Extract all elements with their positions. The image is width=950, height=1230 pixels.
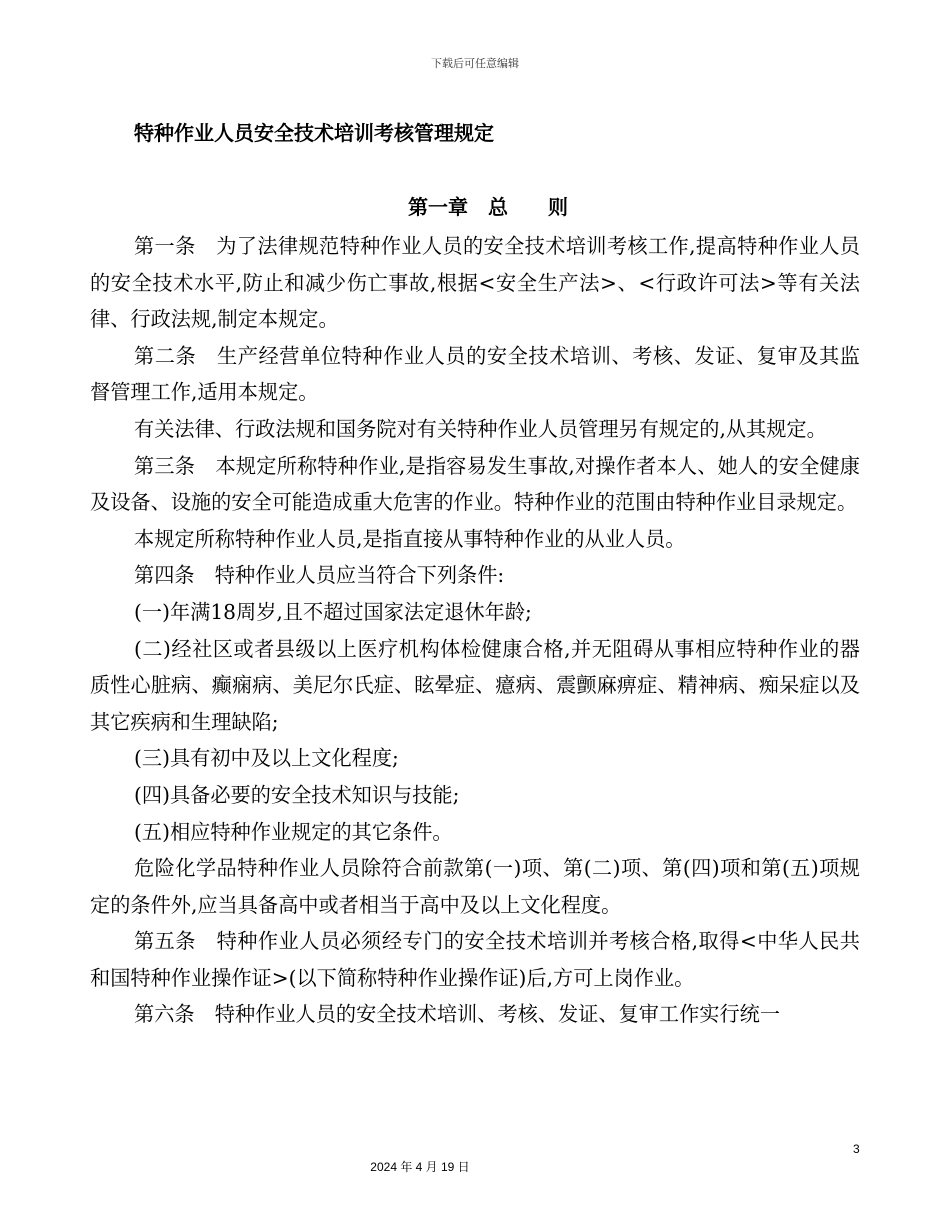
paragraph: 第一条 为了法律规范特种作业人员的安全技术培训考核工作,提高特种作业人员的安全技术水平,防止和减少伤亡事故,根据<安全生产法>、<行政许可法>等有关法律、行政法规,制定本规定。: [90, 234, 860, 332]
page-number: 3: [853, 1142, 860, 1156]
footer-date: 2024 年 4 月 19 日: [370, 1160, 470, 1174]
paragraph: 第二条 生产经营单位特种作业人员的安全技术培训、考核、发证、复审及其监督管理工作,适用本规定。: [90, 343, 860, 405]
paragraph: 危险化学品特种作业人员除符合前款第(一)项、第(二)项、第(四)项和第(五)项规定的条件外,应当具备高中或者相当于高中及以上文化程度。: [90, 856, 860, 917]
list-item: (四)具备必要的安全技术知识与技能;: [134, 782, 460, 807]
document-title: 特种作业人员安全技术培训考核管理规定: [134, 121, 494, 145]
paragraph: 第六条 特种作业人员的安全技术培训、考核、发证、复审工作实行统一: [134, 1002, 781, 1027]
chapter-heading: 第一章 总 则: [408, 195, 568, 219]
document-body: [90, 228, 860, 1033]
paragraph: 本规定所称特种作业人员,是指直接从事特种作业的从业人员。: [134, 526, 686, 551]
paragraph: 第四条 特种作业人员应当符合下列条件:: [134, 563, 505, 588]
paragraph: 第三条 本规定所称特种作业,是指容易发生事故,对操作者本人、她人的安全健康及设备、设施的安全可能造成重大危害的作业。特种作业的范围由特种作业目录规定。: [90, 453, 860, 515]
list-item: (三)具有初中及以上文化程度;: [134, 746, 399, 771]
list-item: (一)年满18周岁,且不超过国家法定退休年龄;: [134, 599, 532, 624]
list-item: (二)经社区或者县级以上医疗机构体检健康合格,并无阻碍从事相应特种作业的器质性心脏病、癫痫病、美尼尔氏症、眩晕症、癔病、震颤麻痹症、精神病、痴呆症以及其它疾病和生理缺陷;: [90, 636, 860, 734]
header-note: 下载后可任意编辑: [431, 57, 519, 70]
paragraph: 第五条 特种作业人员必须经专门的安全技术培训并考核合格,取得<中华人民共和国特种作业操作证>(以下简称特种作业操作证)后,方可上岗作业。: [90, 929, 860, 990]
paragraph: 有关法律、行政法规和国务院对有关特种作业人员管理另有规定的,从其规定。: [134, 416, 827, 441]
list-item: (五)相应特种作业规定的其它条件。: [134, 819, 453, 844]
